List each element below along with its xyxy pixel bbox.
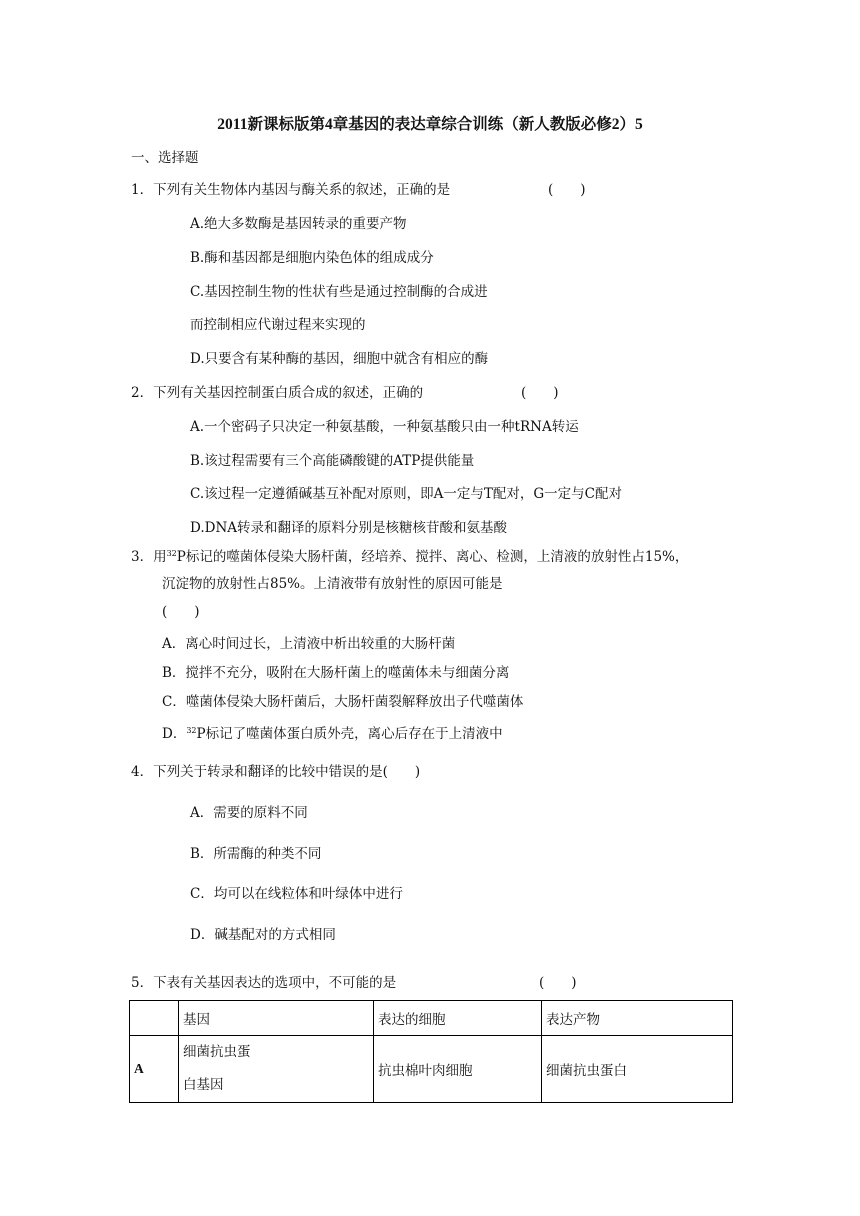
q3-answer-paren: ( ) — [162, 604, 200, 620]
q4-option-d: D．碱基配对的方式相同 — [190, 927, 336, 943]
table-row-label: A — [130, 1036, 179, 1103]
q2-option-c: C.该过程一定遵循碱基互补配对原则，即A一定与T配对，G一定与C配对 — [190, 486, 623, 502]
table-row — [130, 1036, 733, 1103]
table-header-cell: 基因 — [179, 1001, 374, 1036]
q5-stem: 5．下表有关基因表达的选项中，不可能的是 — [131, 975, 397, 991]
gene-expression-table — [129, 1000, 733, 1103]
table-header-cell: 表达产物 — [542, 1001, 733, 1036]
q2-answer-paren: ( ) — [521, 385, 559, 401]
section-heading: 一、选择题 — [131, 150, 199, 166]
q2-option-a: A.一个密码子只决定一种氨基酸，一种氨基酸只由一种tRNA转运 — [190, 419, 579, 435]
q4-option-c: C．均可以在线粒体和叶绿体中进行 — [190, 886, 403, 902]
q1-answer-paren: ( ) — [548, 182, 586, 198]
table-header-row — [130, 1001, 733, 1036]
q3-option-b: B．搅拌不充分，吸附在大肠杆菌上的噬菌体未与细菌分离 — [162, 665, 510, 681]
table-header-cell — [130, 1001, 179, 1036]
document-title: 2011新课标版第4章基因的表达章综合训练（新人教版必修2）5 — [217, 116, 643, 133]
q4-option-b: B．所需酶的种类不同 — [190, 846, 322, 862]
q3-stem-line1: 3．用$^{32}$P标记的噬菌体侵染大肠杆菌，经培养、搅拌、离心、检测，上清液的放射性占15%， — [131, 549, 689, 565]
q3-option-c: C．噬菌体侵染大肠杆菌后，大肠杆菌裂解释放出子代噬菌体 — [162, 694, 524, 710]
q2-option-d: D.DNA转录和翻译的原料分别是核糖核苷酸和氨基酸 — [190, 520, 508, 536]
table-header-cell: 表达的细胞 — [374, 1001, 542, 1036]
q3-stem-line2: 沉淀物的放射性占85%。上清液带有放射性的原因可能是 — [162, 576, 503, 592]
q1-option-d: D.只要含有某种酶的基因，细胞中就含有相应的酶 — [190, 351, 489, 367]
q5-answer-paren: ( ) — [539, 975, 577, 991]
q3-option-d: D．$^{32}$P标记了噬菌体蛋白质外壳，离心后存在于上清液中 — [162, 726, 503, 742]
table-cell-expressing-cell: 抗虫棉叶肉细胞 — [374, 1036, 542, 1103]
q3-option-d-superscript: 32 — [186, 726, 197, 735]
q1-option-b: B.酶和基因都是细胞内染色体的组成成分 — [190, 250, 434, 266]
q2-stem: 2．下列有关基因控制蛋白质合成的叙述，正确的 — [131, 385, 424, 401]
q4-option-a: A．需要的原料不同 — [190, 805, 308, 821]
q1-option-c: C.基因控制生物的性状有些是通过控制酶的合成进 — [190, 284, 488, 300]
q1-stem: 1．下列有关生物体内基因与酶关系的叙述，正确的是 — [131, 182, 451, 198]
q3-option-a: A．离心时间过长，上清液中析出较重的大肠杆菌 — [162, 636, 456, 652]
q1-option-a: A.绝大多数酶是基因转录的重要产物 — [190, 216, 407, 232]
q4-stem: 4．下列关于转录和翻译的比较中错误的是( ) — [131, 764, 421, 780]
q2-option-b: B.该过程需要有三个高能磷酸键的ATP提供能量 — [190, 453, 475, 469]
table-cell-gene: 细菌抗虫蛋 白基因 — [179, 1036, 374, 1103]
q3-isotope-superscript: 32 — [166, 549, 177, 558]
q1-option-c-continued: 而控制相应代谢过程来实现的 — [190, 317, 366, 333]
table-cell-product: 细菌抗虫蛋白 — [542, 1036, 733, 1103]
